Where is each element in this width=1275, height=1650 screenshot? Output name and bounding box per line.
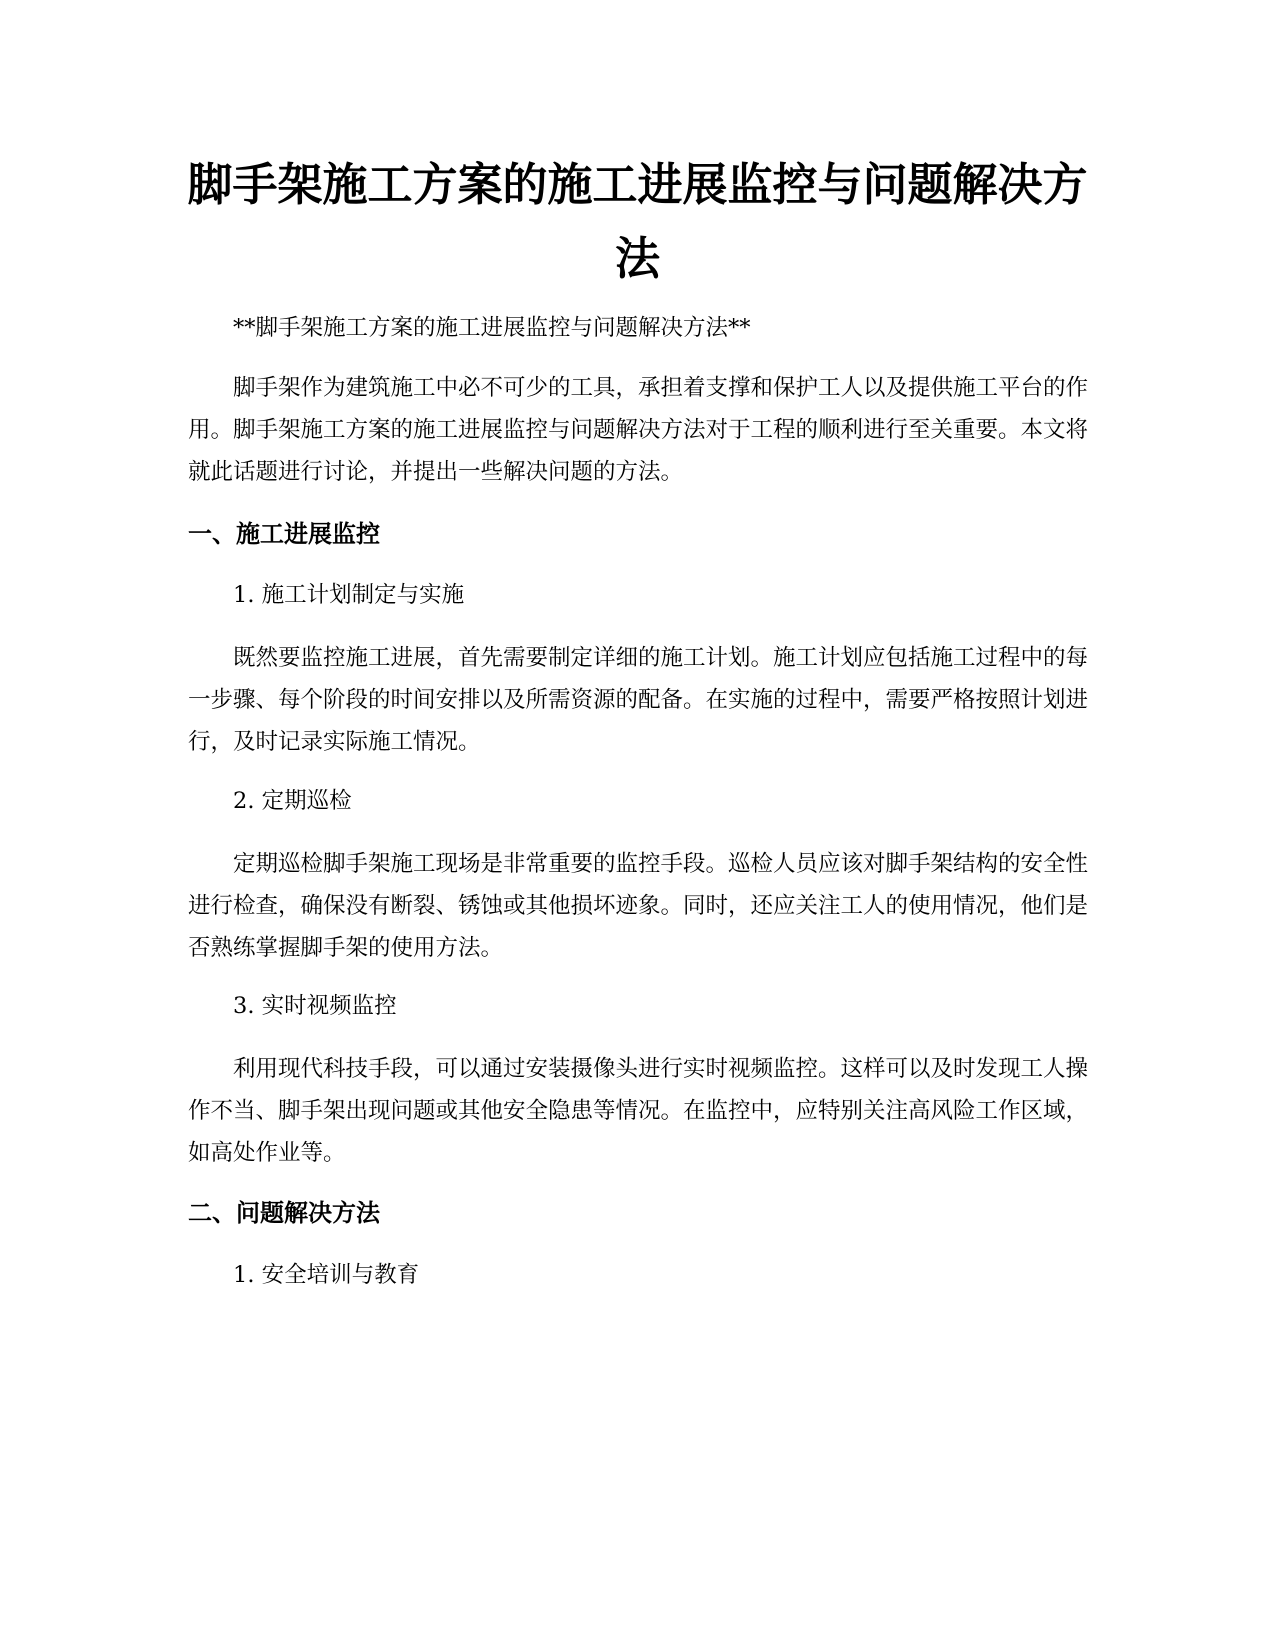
paragraph-construction-plan: 既然要监控施工进展，首先需要制定详细的施工计划。施工计划应包括施工过程中的每一步骤、每个阶段的时间安排以及所需资源的配备。在实施的过程中，需要严格按照计划进行，及时记录实际施工情况。 <box>188 645 1089 755</box>
intro-paragraph: 脚手架作为建筑施工中必不可少的工具，承担着支撑和保护工人以及提供施工平台的作用。脚手架施工方案的施工进展监控与问题解决方法对于工程的顺利进行至关重要。本文将就此话题进行讨论，并提出一些解决问题的方法。 <box>188 375 1089 485</box>
subheading-inspection: 2. 定期巡检 <box>233 788 352 814</box>
paragraph-video-monitoring: 利用现代科技手段，可以通过安装摄像头进行实时视频监控。这样可以及时发现工人操作不当、脚手架出现问题或其他安全隐患等情况。在监控中，应特别关注高风险工作区域，如高处作业等。 <box>188 1056 1089 1166</box>
section-heading-monitoring: 一、施工进展监控 <box>188 520 380 548</box>
subheading-construction-plan: 1. 施工计划制定与实施 <box>233 582 465 608</box>
paragraph-inspection: 定期巡检脚手架施工现场是非常重要的监控手段。巡检人员应该对脚手架结构的安全性进行检查，确保没有断裂、锈蚀或其他损坏迹象。同时，还应关注工人的使用情况，他们是否熟练掌握脚手架的使用方法。 <box>188 851 1089 961</box>
document-subtitle: **脚手架施工方案的施工进展监控与问题解决方法** <box>233 315 751 341</box>
subheading-safety-training: 1. 安全培训与教育 <box>233 1262 420 1288</box>
section-heading-solutions: 二、问题解决方法 <box>188 1199 380 1227</box>
subheading-video-monitoring: 3. 实时视频监控 <box>233 993 397 1019</box>
document-title: 脚手架施工方案的施工进展监控与问题解决方法 <box>187 158 1088 285</box>
